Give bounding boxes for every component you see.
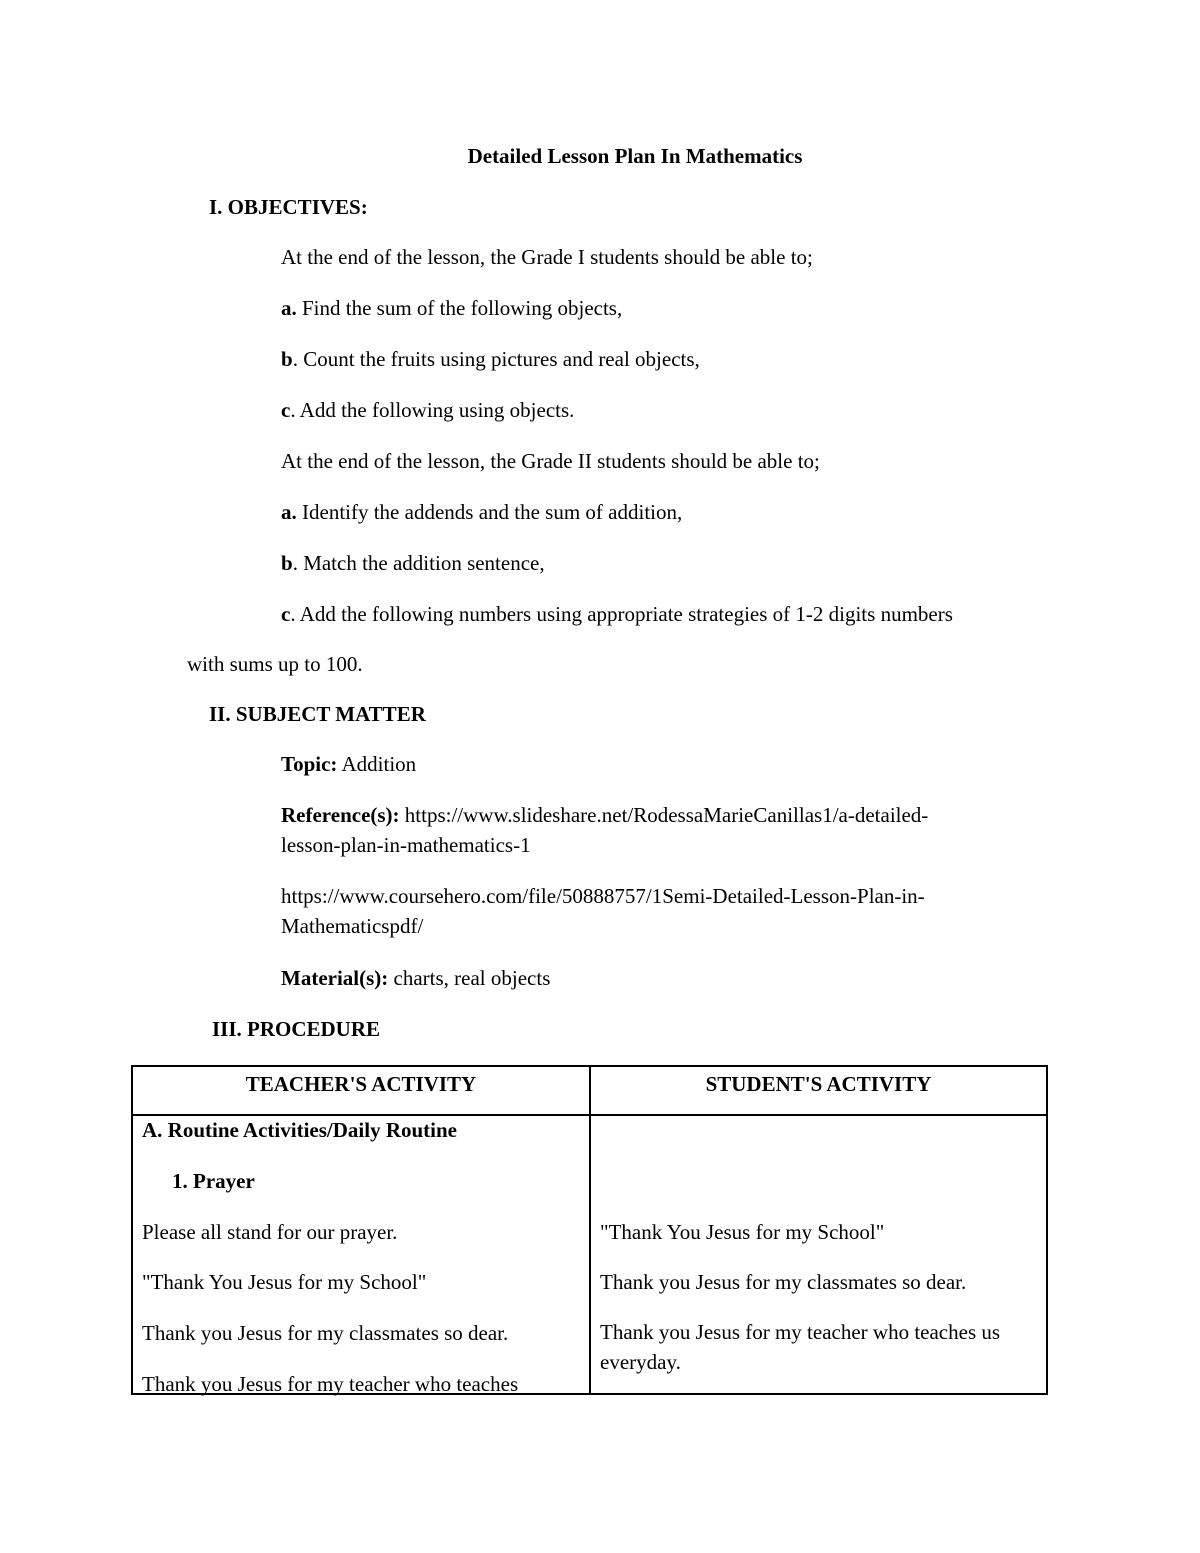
objective-text: Find the sum of the following objects, xyxy=(296,296,623,320)
document-title: Detailed Lesson Plan In Mathematics xyxy=(467,144,803,168)
topic-value: Addition xyxy=(337,752,417,776)
material-label: Material(s): xyxy=(281,966,389,990)
teacher-line: "Thank You Jesus for my School" xyxy=(142,1270,427,1294)
grade2-objective-c-continued: with sums up to 100. xyxy=(187,652,363,676)
procedure-table xyxy=(131,1065,1048,1395)
student-activity-header: STUDENT'S ACTIVITY xyxy=(705,1072,932,1096)
teacher-line: Please all stand for our prayer. xyxy=(142,1220,398,1244)
objective-letter: c xyxy=(281,602,291,626)
objectives-heading: I. OBJECTIVES: xyxy=(209,195,368,219)
teacher-line: Thank you Jesus for my teacher who teaches xyxy=(142,1372,519,1396)
reference2-url-part1: https://www.coursehero.com/file/50888757/1Semi-Detailed-Lesson-Plan-in- xyxy=(281,884,925,908)
objective-letter: b xyxy=(281,551,293,575)
objective-letter: c xyxy=(281,398,291,422)
topic-line xyxy=(281,754,416,775)
objective-letter: a. xyxy=(281,500,297,524)
subject-matter-heading: II. SUBJECT MATTER xyxy=(209,702,426,726)
grade1-objective-c xyxy=(281,400,574,421)
topic-label: Topic: xyxy=(281,752,338,776)
grade2-objective-a xyxy=(281,502,682,523)
procedure-heading: III. PROCEDURE xyxy=(212,1017,381,1041)
objective-text: . Match the addition sentence, xyxy=(292,551,545,575)
student-line: Thank you Jesus for my teacher who teaches us everyday. xyxy=(600,1320,1001,1374)
objective-text: . Add the following using objects. xyxy=(290,398,575,422)
reference-label: Reference(s): xyxy=(281,803,400,827)
routine-activities-heading: A. Routine Activities/Daily Routine xyxy=(142,1118,457,1142)
grade1-objective-a xyxy=(281,298,622,319)
objective-letter: a. xyxy=(281,296,297,320)
teacher-line: Thank you Jesus for my classmates so dear. xyxy=(142,1321,509,1345)
grade1-objective-b xyxy=(281,349,700,370)
material-value: charts, real objects xyxy=(388,966,551,990)
table-header-divider xyxy=(133,1114,1046,1116)
reference-line xyxy=(281,805,928,826)
objective-text: . Count the fruits using pictures and real objects, xyxy=(292,347,700,371)
teacher-activity-header: TEACHER'S ACTIVITY xyxy=(245,1072,477,1096)
student-line: Thank you Jesus for my classmates so dear. xyxy=(600,1270,967,1294)
prayer-heading: 1. Prayer xyxy=(172,1169,255,1193)
objective-text: . Add the following numbers using appropriate strategies of 1-2 digits numbers xyxy=(290,602,953,626)
grade2-objective-b xyxy=(281,553,545,574)
student-line: "Thank You Jesus for my School" xyxy=(600,1220,885,1244)
objective-text: Identify the addends and the sum of addition, xyxy=(296,500,683,524)
grade1-intro: At the end of the lesson, the Grade I students should be able to; xyxy=(281,245,813,269)
grade2-objective-c xyxy=(281,604,953,625)
grade2-intro: At the end of the lesson, the Grade II students should be able to; xyxy=(281,449,820,473)
material-line xyxy=(281,968,550,989)
objective-letter: b xyxy=(281,347,293,371)
reference-url-part2: lesson-plan-in-mathematics-1 xyxy=(281,833,531,857)
reference2-url-part2: Mathematicspdf/ xyxy=(281,914,424,938)
reference-url-part1: https://www.slideshare.net/RodessaMarieCanillas1/a-detailed- xyxy=(399,803,929,827)
